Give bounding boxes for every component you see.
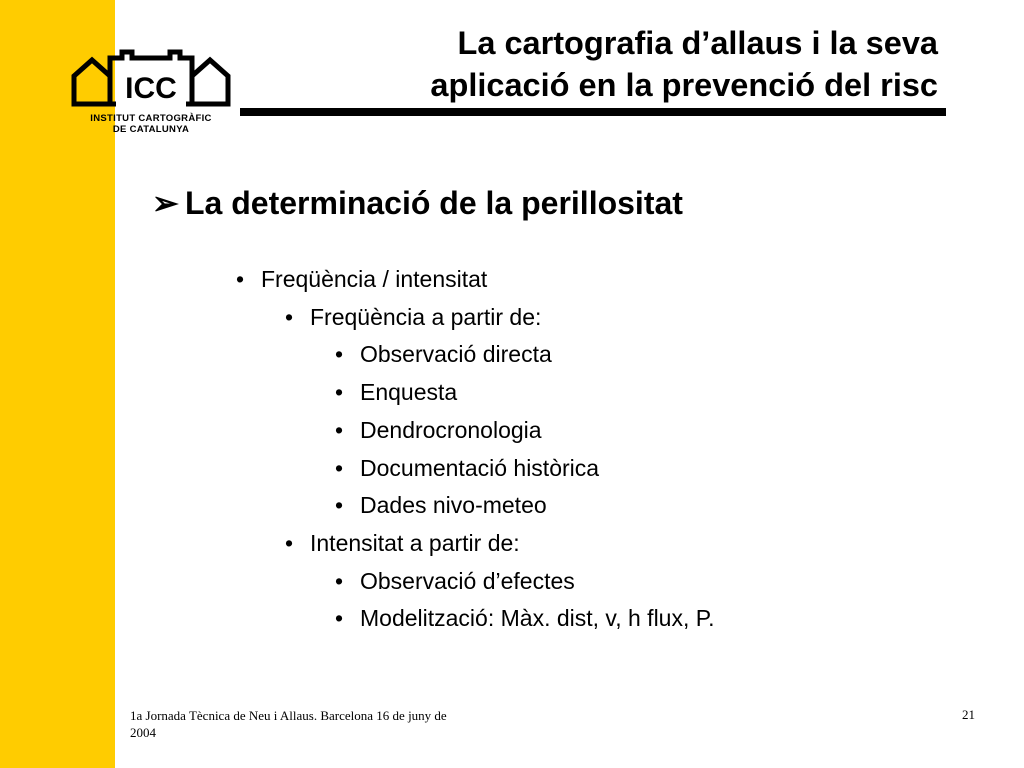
bullet-dot-icon: • — [285, 303, 294, 330]
slide-title-line-1: La cartografia d’allaus i la seva — [457, 25, 938, 61]
bullet-text: Dades nivo-meteo — [360, 492, 547, 519]
bullet-dot-icon: • — [335, 492, 344, 519]
bullet-item-level-2 — [285, 529, 520, 557]
page-number: 21 — [962, 707, 975, 722]
bullet-text: Modelització: Màx. dist, v, h flux, P. — [360, 605, 715, 632]
bullet-text: Documentació històrica — [360, 454, 600, 481]
slide-title-line-2: aplicació en la prevenció del risc — [430, 67, 938, 103]
bullet-item-level-3 — [335, 378, 457, 406]
bullet-dot-icon: • — [335, 341, 344, 368]
title-underline — [240, 108, 946, 116]
section-heading — [152, 184, 683, 222]
bullet-item-level-3 — [335, 491, 547, 519]
bullet-dot-icon: • — [335, 567, 344, 594]
slide-title — [430, 22, 938, 106]
bullet-dot-icon: • — [335, 379, 344, 406]
bullet-item-level-3 — [335, 340, 552, 368]
bullet-text: Dendrocronologia — [360, 416, 542, 443]
logo-text-line-2: DE CATALUNYA — [112, 124, 190, 135]
bullet-item-level-1 — [236, 265, 487, 293]
bullet-item-level-3 — [335, 567, 575, 595]
bullet-item-level-3 — [335, 604, 715, 632]
icc-logo — [70, 46, 232, 146]
logo-building-outline — [70, 46, 232, 112]
bullet-dot-icon: • — [236, 266, 245, 292]
bullet-text: Freqüència / intensitat — [261, 266, 488, 292]
bullet-text: Observació directa — [360, 341, 552, 368]
logo-text-line-1: INSTITUT CARTOGRÀFIC — [90, 113, 212, 124]
section-heading-text: La determinació de la perillositat — [185, 185, 683, 221]
bullet-dot-icon: • — [335, 605, 344, 632]
arrow-bullet-icon: ➢ — [152, 185, 179, 221]
bullet-dot-icon: • — [335, 454, 344, 481]
footer-event: 1a Jornada Tècnica de Neu i Allaus. Barcelona 16 de juny de 2004 — [130, 708, 447, 740]
bullet-item-level-3 — [335, 454, 599, 482]
bullet-dot-icon: • — [285, 529, 294, 556]
svg-text:ICC: ICC — [125, 72, 177, 105]
bullet-text: Observació d’efectes — [360, 567, 575, 594]
bullet-text: Intensitat a partir de: — [310, 529, 520, 556]
bullet-text: Freqüència a partir de: — [310, 303, 542, 330]
bullet-item-level-3 — [335, 416, 542, 444]
bullet-dot-icon: • — [335, 416, 344, 443]
bullet-item-level-2 — [285, 303, 541, 331]
bullet-text: Enquesta — [360, 379, 458, 406]
